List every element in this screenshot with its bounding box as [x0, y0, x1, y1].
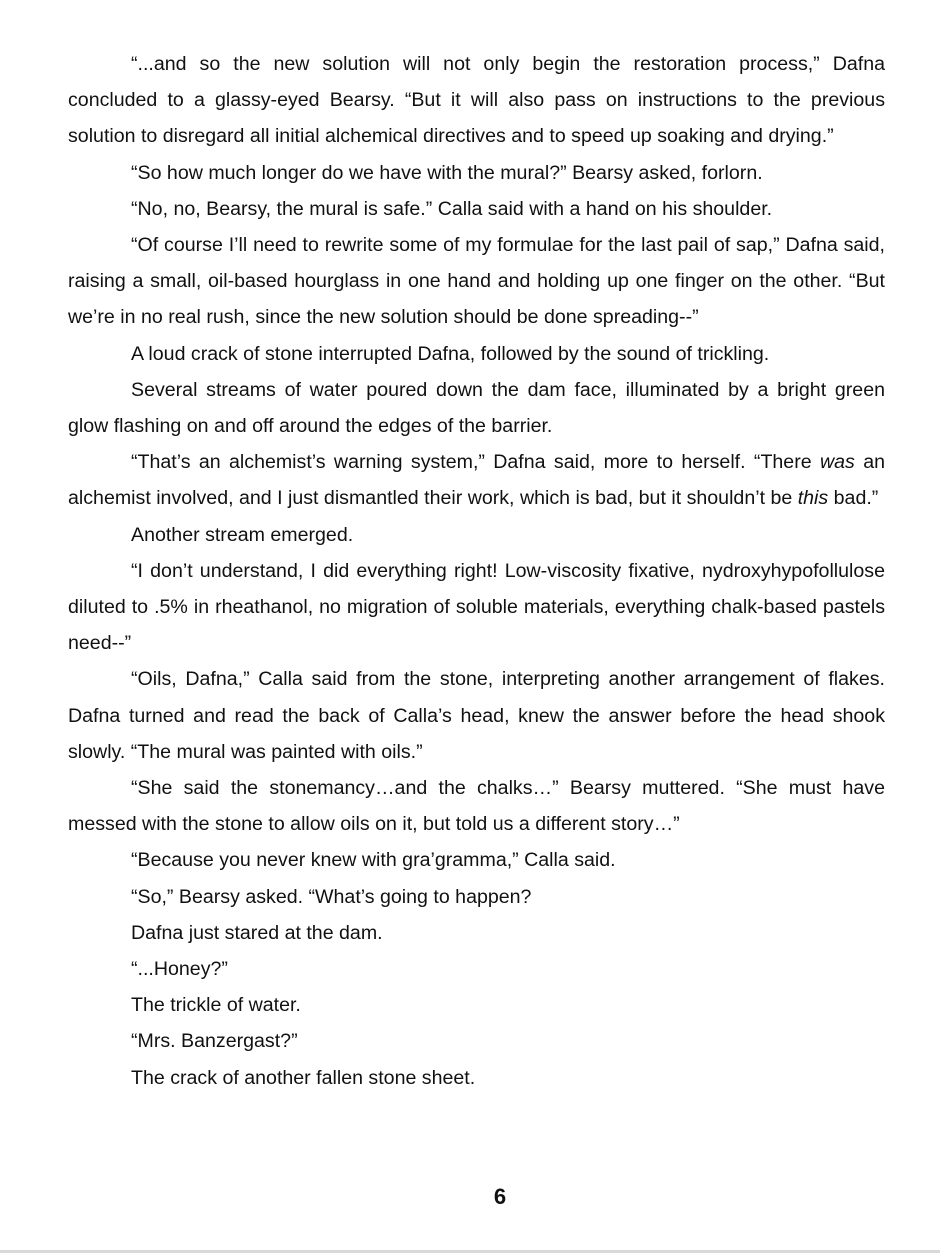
paragraph-text: “I don’t understand, I did everything right! Low-viscosity fixative, nydroxyhypofollulose diluted to .5% in rheathanol, no migration of soluble materials, everything chalk-based pastels need--” — [68, 559, 885, 655]
paragraph — [68, 444, 885, 516]
page-number: 6 — [493, 1184, 507, 1209]
paragraph-text: The crack of another fallen stone sheet. — [131, 1066, 476, 1089]
paragraph-text: “That’s an alchemist’s warning system,” Dafna said, more to herself. “There — [131, 451, 820, 474]
paragraph-text: “Oils, Dafna,” Calla said from the stone, interpreting another arrangement of flakes. Dafna turned and read the back of Calla’s head, knew the answer before the head shook slowly. “The mural was painted with oils.” — [68, 668, 885, 763]
paragraph — [68, 915, 885, 951]
paragraph-text: “She said the stonemancy…and the chalks…” Bearsy muttered. “She must have messed with the stone to allow oils on it, but told us a different story…” — [68, 777, 885, 836]
paragraph — [68, 842, 885, 878]
paragraph — [68, 155, 885, 191]
paragraph-text: “...Honey?” — [131, 958, 228, 981]
paragraph-text: Another stream emerged. — [131, 523, 354, 546]
paragraph — [68, 46, 885, 155]
paragraph — [68, 336, 885, 372]
paragraph-text: Several streams of water poured down the dam face, illuminated by a bright green glow flashing on and off around the edges of the barrier. — [68, 378, 885, 438]
paragraph — [68, 372, 885, 444]
paragraph-text: an alchemist involved, and I just dismantled their work, which is bad, but it shouldn’t be — [68, 451, 885, 510]
italic-text: this — [797, 487, 829, 510]
paragraph — [68, 879, 885, 915]
paragraph-text: “Of course I’ll need to rewrite some of my formulae for the last pail of sap,” Dafna said, raising a small, oil-based hourglass in one hand and holding up one finger on the other. “But we’re in no real rush, since the new solution should be done spreading--” — [68, 234, 885, 329]
paragraph-text: The trickle of water. — [131, 994, 301, 1017]
paragraph-text: “So how much longer do we have with the mural?” Bearsy asked, forlorn. — [131, 161, 763, 184]
paragraph-text: “No, no, Bearsy, the mural is safe.” Calla said with a hand on his shoulder. — [131, 197, 773, 220]
paragraph — [68, 661, 885, 770]
paragraph — [68, 1060, 885, 1096]
paragraph — [68, 951, 885, 987]
paragraph-text: “So,” Bearsy asked. “What’s going to happen? — [131, 885, 532, 908]
paragraph-text: A loud crack of stone interrupted Dafna, followed by the sound of trickling. — [131, 342, 770, 365]
paragraph-text: “...and so the new solution will not only begin the restoration process,” Dafna concluded to a glassy-eyed Bearsy. “But it will also pass on instructions to the previous solution to disregard all initial alchemical directives and to speed up soaking and drying.” — [68, 53, 885, 148]
paragraph-text: Dafna just stared at the dam. — [131, 921, 383, 944]
paragraph-text: bad.” — [828, 487, 879, 510]
paragraph-text: “Mrs. Banzergast?” — [131, 1030, 298, 1053]
paragraph — [68, 227, 885, 336]
paragraph — [68, 553, 885, 662]
paragraph — [68, 517, 885, 553]
paragraph — [68, 770, 885, 842]
italic-text: was — [819, 451, 855, 474]
document-page — [68, 46, 885, 1096]
paragraph-text: “Because you never knew with gra’gramma,” Calla said. — [131, 849, 616, 872]
paragraph — [68, 191, 885, 227]
paragraph — [68, 987, 885, 1023]
paragraph — [68, 1023, 885, 1059]
